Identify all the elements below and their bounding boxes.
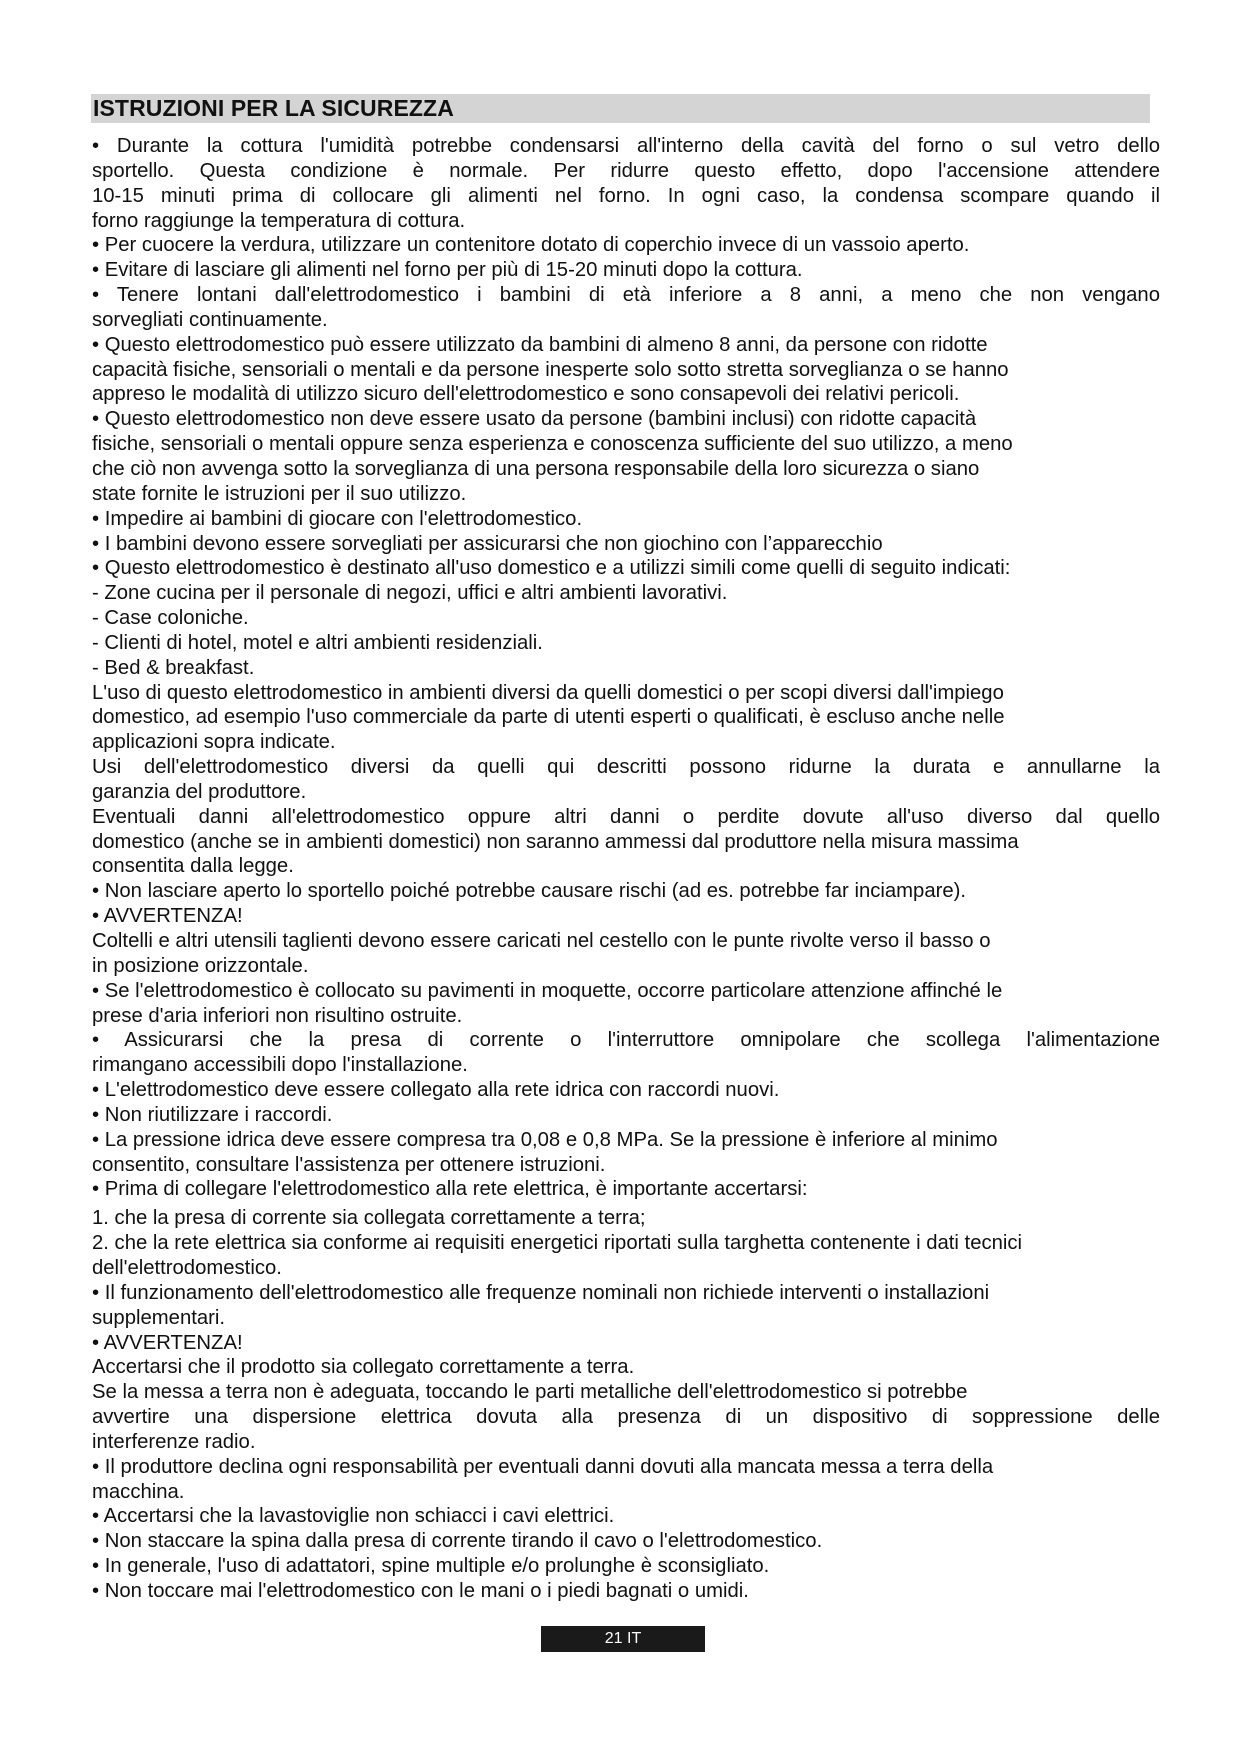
text-line: • Evitare di lasciare gli alimenti nel forno per più di 15-20 minuti dopo la cottura.	[92, 259, 803, 282]
text-line: • Questo elettrodomestico può essere utilizzato da bambini di almeno 8 anni, da persone con ridotte	[92, 333, 988, 356]
text-line: consentita dalla legge.	[92, 855, 294, 878]
text-line: • Durante la cottura l'umidità potrebbe condensarsi all'interno della cavità del forno o sul vetro dello	[92, 135, 1160, 157]
text-line: - Bed & breakfast.	[92, 656, 255, 679]
text-line: • Accertarsi che la lavastoviglie non schiacci i cavi elettrici.	[92, 1505, 615, 1528]
text-line: • Questo elettrodomestico è destinato all'uso domestico e a utilizzi simili come quelli di seguito indicati:	[92, 557, 1011, 580]
text-line: • Non riutilizzare i raccordi.	[92, 1103, 333, 1126]
text-line: • Il produttore declina ogni responsabilità per eventuali danni dovuti alla mancata messa a terra della	[92, 1455, 994, 1478]
text-line: che ciò non avvenga sotto la sorveglianza di una persona responsabile della loro sicurezza o siano	[92, 457, 980, 480]
text-line: • Prima di collegare l'elettrodomestico alla rete elettrica, è importante accertarsi:	[92, 1178, 808, 1201]
text-line: avvertire una dispersione elettrica dovuta alla presenza di un dispositivo di soppressione delle	[92, 1406, 1160, 1429]
text-line: 2. che la rete elettrica sia conforme ai requisiti energetici riportati sulla targhetta contenente i dati tecnici	[92, 1232, 1023, 1255]
text-line: Usi dell'elettrodomestico diversi da quelli qui descritti possono ridurne la durata e annullarne la	[92, 756, 1160, 779]
text-line: • Se l'elettrodomestico è collocato su pavimenti in moquette, occorre particolare attenzione affinché le	[92, 979, 1003, 1002]
text-line: Se la messa a terra non è adeguata, toccando le parti metalliche dell'elettrodomestico si potrebbe	[92, 1381, 968, 1404]
text-line: consentito, consultare l'assistenza per ottenere istruzioni.	[92, 1153, 606, 1176]
text-line: forno raggiunge la temperatura di cottura.	[92, 209, 466, 232]
text-line: rimangano accessibili dopo l'installazione.	[92, 1054, 468, 1077]
text-line: • Impedire ai bambini di giocare con l'elettrodomestico.	[92, 507, 583, 530]
text-line: • L'elettrodomestico deve essere collegato alla rete idrica con raccordi nuovi.	[92, 1079, 780, 1102]
text-line: • Per cuocere la verdura, utilizzare un contenitore dotato di coperchio invece di un vassoio aperto.	[92, 234, 970, 257]
text-line: applicazioni sopra indicate.	[92, 731, 336, 754]
section-title: ISTRUZIONI PER LA SICUREZZA	[91, 94, 1150, 123]
text-line: state fornite le istruzioni per il suo utilizzo.	[92, 482, 467, 505]
text-line: • Non toccare mai l'elettrodomestico con le mani o i piedi bagnati o umidi.	[92, 1579, 749, 1602]
text-line: • In generale, l'uso di adattatori, spine multiple e/o prolunghe è sconsigliato.	[92, 1555, 770, 1578]
text-line: Eventuali danni all'elettrodomestico oppure altri danni o perdite dovute all'uso diverso dal quello	[92, 805, 1160, 828]
text-line: • Il funzionamento dell'elettrodomestico alle frequenze nominali non richiede interventi o installazioni	[92, 1281, 990, 1304]
text-line: • Non lasciare aperto lo sportello poiché potrebbe causare rischi (ad es. potrebbe far inciampare).	[92, 880, 967, 903]
text-line: • La pressione idrica deve essere compresa tra 0,08 e 0,8 MPa. Se la pressione è inferiore al minimo	[92, 1128, 998, 1151]
text-line: in posizione orizzontale.	[92, 954, 309, 977]
text-line: prese d'aria inferiori non risultino ostruite.	[92, 1004, 463, 1027]
text-line: macchina.	[92, 1480, 185, 1503]
text-line: appreso le modalità di utilizzo sicuro dell'elettrodomestico e sono consapevoli dei relativi pericoli.	[92, 383, 960, 406]
text-line: dell'elettrodomestico.	[92, 1256, 282, 1279]
text-line: • AVVERTENZA!	[92, 905, 243, 928]
text-line: L'uso di questo elettrodomestico in ambienti diversi da quelli domestici o per scopi diversi dall'impiego	[92, 681, 1004, 704]
text-line: • Questo elettrodomestico non deve essere usato da persone (bambini inclusi) con ridotte capacità	[92, 408, 977, 431]
text-line: 10-15 minuti prima di collocare gli alimenti nel forno. In ogni caso, la condensa scompare quando il	[92, 184, 1160, 207]
text-line: 1. che la presa di corrente sia collegata correttamente a terra;	[92, 1207, 646, 1230]
text-line: - Case coloniche.	[92, 607, 249, 630]
text-line: sportello. Questa condizione è normale. Per ridurre questo effetto, dopo l'accensione attendere	[92, 159, 1160, 182]
text-line: supplementari.	[92, 1306, 226, 1329]
text-line: • Tenere lontani dall'elettrodomestico i bambini di età inferiore a 8 anni, a meno che non vengano	[92, 284, 1160, 307]
text-line: • Assicurarsi che la presa di corrente o l'interruttore omnipolare che scollega l'alimentazione	[92, 1029, 1160, 1052]
page-number-badge: 21 IT	[541, 1626, 705, 1652]
body-text	[92, 134, 1160, 1604]
text-line: Accertarsi che il prodotto sia collegato correttamente a terra.	[92, 1356, 635, 1379]
text-line: • Non staccare la spina dalla presa di corrente tirando il cavo o l'elettrodomestico.	[92, 1530, 823, 1553]
text-line: interferenze radio.	[92, 1430, 256, 1453]
text-line: domestico, ad esempio l'uso commerciale da parte di utenti esperti o qualificati, è escluso anche nelle	[92, 706, 1005, 729]
text-line: - Clienti di hotel, motel e altri ambienti residenziali.	[92, 631, 543, 654]
text-line: sorvegliati continuamente.	[92, 308, 328, 331]
text-line: Coltelli e altri utensili taglienti devono essere caricati nel cestello con le punte rivolte verso il basso o	[92, 930, 991, 952]
text-line: fisiche, sensoriali o mentali oppure senza esperienza e conoscenza sufficiente del suo utilizzo, a meno	[92, 433, 1013, 456]
text-line: domestico (anche se in ambienti domestici) non saranno ammessi dal produttore nella misura massima	[92, 830, 1019, 853]
text-line: • I bambini devono essere sorvegliati per assicurarsi che non giochino con l’apparecchio	[92, 532, 883, 555]
text-line: - Zone cucina per il personale di negozi, uffici e altri ambienti lavorativi.	[92, 582, 728, 605]
text-line: capacità fisiche, sensoriali o mentali e da persone inesperte solo sotto stretta sorveglianza o se hanno	[92, 358, 1009, 381]
text-line: garanzia del produttore.	[92, 780, 307, 803]
text-line: • AVVERTENZA!	[92, 1331, 243, 1354]
